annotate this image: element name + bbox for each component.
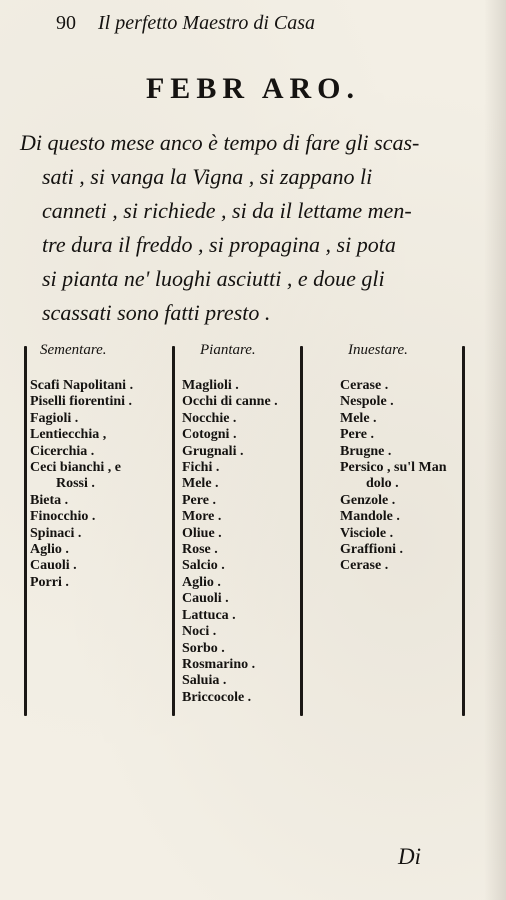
list-item: Graffioni . xyxy=(340,542,403,558)
list-item: Cerase . xyxy=(340,378,389,393)
list-item: Scafi Napolitani . xyxy=(30,378,134,393)
list-item: Cerase . xyxy=(340,558,389,574)
paragraph-line: Di questo mese anco è tempo di fare gli scas- xyxy=(20,130,420,155)
list-item: Pere . xyxy=(340,427,374,443)
intro-paragraph xyxy=(20,126,490,330)
list-item: Fichi . xyxy=(182,460,220,476)
list-item: Fagioli . xyxy=(30,410,79,426)
list-item: Salcio . xyxy=(182,558,225,574)
list-item: More . xyxy=(182,509,222,525)
list-item: Noci . xyxy=(182,624,217,640)
list-item: Nocchie . xyxy=(182,410,237,426)
list-item: Brugne . xyxy=(340,443,392,459)
list-item: Rose . xyxy=(182,542,218,558)
list-item: Bieta . xyxy=(30,492,69,508)
list-item: Cicerchia . xyxy=(30,443,95,459)
list-item: Mele . xyxy=(182,476,219,492)
list-item: Genzole . xyxy=(340,492,396,508)
column-rule-right xyxy=(462,346,465,716)
list-item: Mele . xyxy=(340,410,377,426)
list-item: Nespole . xyxy=(340,394,394,410)
page-number: 90 xyxy=(56,12,76,34)
list-item: Ceci bianchi , e xyxy=(30,460,121,476)
column-heading-piantare: Piantare. xyxy=(200,342,256,358)
list-item: Sorbo . xyxy=(182,640,225,656)
list-item: Briccocole . xyxy=(182,689,252,705)
inuestare-list xyxy=(340,378,447,575)
list-item: Occhi di canne . xyxy=(182,394,278,410)
list-item: Cauoli . xyxy=(182,591,229,607)
list-item: Lentiecchia , xyxy=(30,427,107,443)
column-heading-inuestare: Inuestare. xyxy=(348,342,408,358)
list-item: Aglio . xyxy=(182,574,221,590)
column-rule-mid-1 xyxy=(172,346,175,716)
list-item: Cauoli . xyxy=(30,558,77,574)
column-rule-mid-2 xyxy=(300,346,303,716)
paragraph-line: tre dura il freddo , si propagina , si pota xyxy=(42,232,396,257)
list-item: Piselli fiorentini . xyxy=(30,394,133,410)
list-item: Oliue . xyxy=(182,525,222,541)
list-item: Aglio . xyxy=(30,542,69,558)
list-item: Porri . xyxy=(30,574,69,590)
month-title: FEBR ARO. xyxy=(145,72,361,105)
sementare-list xyxy=(30,378,133,591)
list-item: Saluia . xyxy=(182,673,227,689)
list-item: Rosmarino . xyxy=(182,656,256,672)
list-item: Lattuca . xyxy=(182,607,236,623)
paragraph-line: sati , si vanga la Vigna , si zappano li xyxy=(42,164,373,189)
list-item: Pere . xyxy=(182,492,216,508)
list-item: Cotogni . xyxy=(182,427,237,443)
list-item: Maglioli . xyxy=(182,378,239,393)
list-item: Rossi . xyxy=(56,476,95,492)
column-heading-sementare: Sementare. xyxy=(40,342,107,358)
piantare-list xyxy=(182,378,278,706)
list-item: Visciole . xyxy=(340,525,394,541)
running-title: Il perfetto Maestro di Casa xyxy=(98,12,316,34)
list-item: Spinaci . xyxy=(30,525,82,541)
list-item: Mandole . xyxy=(340,509,400,525)
column-rule-left xyxy=(24,346,27,716)
paragraph-line: canneti , si richiede , si da il lettame men- xyxy=(42,198,412,223)
catchword: Di xyxy=(398,844,421,869)
paragraph-line: scassati sono fatti presto . xyxy=(42,300,271,325)
list-item: Persico , su'l Man xyxy=(340,460,447,476)
list-item: Grugnali . xyxy=(182,443,244,459)
list-item: Finocchio . xyxy=(30,509,96,525)
list-item: dolo . xyxy=(366,476,399,492)
running-header xyxy=(56,12,315,35)
paragraph-line: si pianta ne' luoghi asciutti , e doue gli xyxy=(42,266,385,291)
